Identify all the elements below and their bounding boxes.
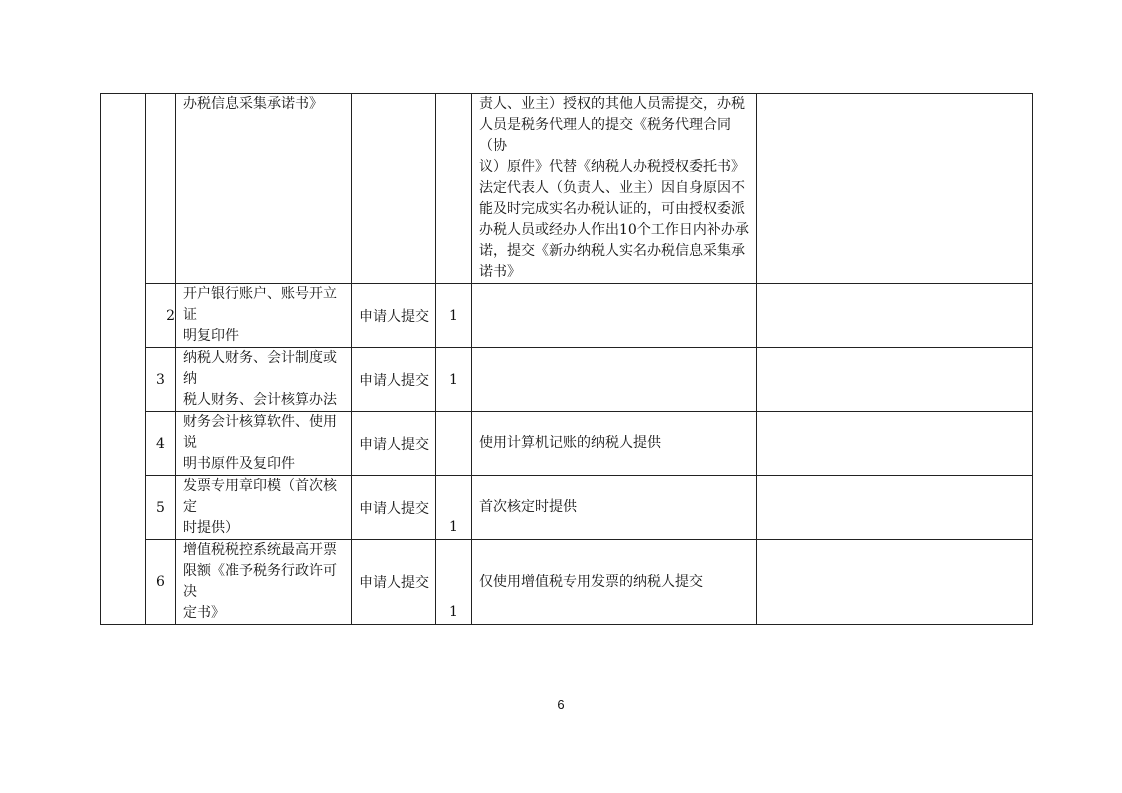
table-row [101,540,1033,625]
copies [436,412,472,476]
category-cell [101,94,146,625]
remark-text: 首次核定时提供 [479,499,577,515]
remark-text: 使用计算机记账的纳税人提供 [479,435,661,451]
material-name: 增值税税控系统最高开票 限额《准予税务行政许可决 定书》 [183,542,337,621]
submission-mode: 申请人提交 [352,540,436,625]
row-number: 4 [146,412,176,476]
submission-mode [352,94,436,284]
copies: 1 [436,284,472,348]
table-row [101,94,1033,284]
row-number [146,94,176,284]
material-name-cell [176,412,352,476]
material-name-cell [176,348,352,412]
remark-text: 仅使用增值税专用发票的纳税人提交 [479,573,703,590]
remark-cell [472,348,757,412]
submission-mode: 申请人提交 [352,348,436,412]
materials-table [100,93,1033,625]
submission-mode: 申请人提交 [352,284,436,348]
material-name-cell [176,476,352,540]
material-name-cell [176,540,352,625]
material-name-cell [176,284,352,348]
material-name: 发票专用章印模（首次核定 时提供） [183,478,337,536]
remark-text: 责人、业主）授权的其他人员需提交，办税 人员是税务代理人的提交《税务代理合同（协 议）原件》代替《纳税人办税授权委托书》 法定代表人（负责人、业主）因自身原因不 能及时完成实名办税认证的，可由授权委派 办税人员或经办人作出10个工作日内补办承 诺，提交《新办纳税人实名办税信息采集承 诺书》 [479,96,749,280]
material-name: 开户银行账户、账号开立证 明复印件 [183,286,337,344]
submission-mode: 申请人提交 [352,476,436,540]
table-row [101,284,1033,348]
row-number: 3 [146,348,176,412]
copies: 1 [436,348,472,412]
material-name: 财务会计核算软件、使用说 明书原件及复印件 [183,414,337,472]
extra-cell [757,284,1033,348]
row-number: 2 [146,284,176,348]
table-row [101,476,1033,540]
remark-cell [472,94,757,284]
page-number: 6 [557,697,565,712]
remark-cell [472,284,757,348]
table-row [101,348,1033,412]
row-number: 5 [146,476,176,540]
copies [436,94,472,284]
remark-cell [472,412,757,476]
extra-cell [757,412,1033,476]
copies: 1 [436,476,472,540]
remark-cell [472,476,757,540]
extra-cell [757,476,1033,540]
copies: 1 [436,540,472,625]
remark-cell [472,540,757,625]
material-name: 办税信息采集承诺书》 [183,96,323,112]
submission-mode: 申请人提交 [352,412,436,476]
extra-cell [757,540,1033,625]
material-name-cell [176,94,352,284]
extra-cell [757,94,1033,284]
table-row [101,412,1033,476]
row-number: 6 [146,540,176,625]
extra-cell [757,348,1033,412]
material-name: 纳税人财务、会计制度或纳 税人财务、会计核算办法 [183,350,337,408]
